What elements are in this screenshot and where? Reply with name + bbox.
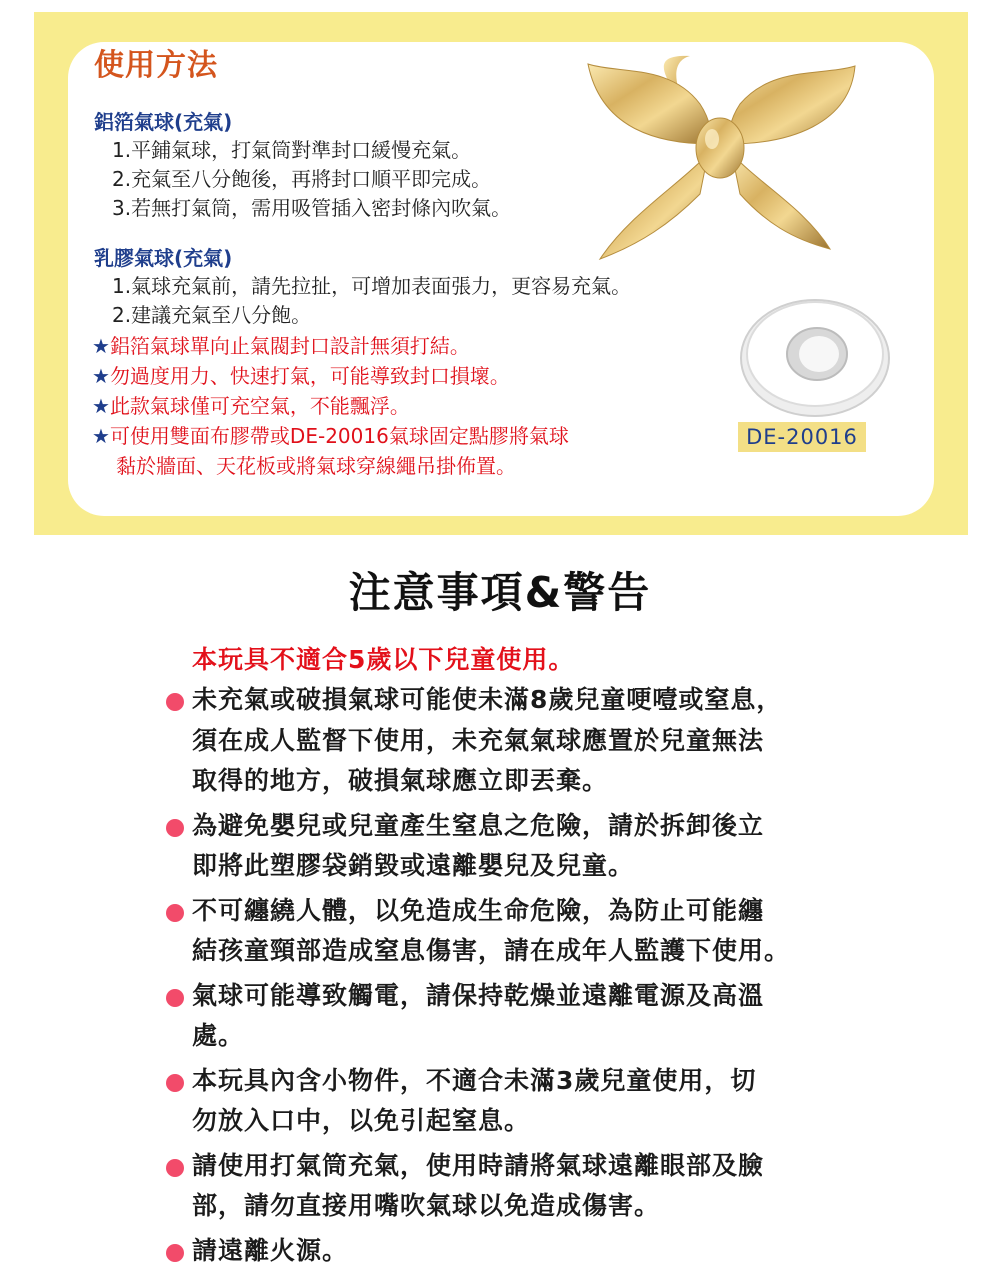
note-item [92,331,569,361]
bullet-dot-icon [166,904,184,922]
foil-steps [112,136,511,223]
warning-item [164,1061,894,1142]
warning-line: 部，請勿直接用嘴吹氣球以免造成傷害。 [192,1191,661,1220]
bullet-dot-icon [166,819,184,837]
age-notice: 本玩具不適合5歲以下兒童使用。 [192,645,575,674]
warning-title: 注意事項&警告 [348,568,652,617]
warning-item [164,1231,894,1272]
bullet-dot-icon [166,1074,184,1092]
warning-line: 結孩童頸部造成窒息傷害，請在成年人監護下使用。 [192,936,791,965]
warning-item [164,976,894,1057]
star-icon: ★ [92,424,110,448]
note-text: 此款氣球僅可充空氣，不能飄浮。 [109,394,410,418]
latex-steps [112,272,631,330]
warning-item [164,891,894,972]
warning-line: 取得的地方，破損氣球應立即丟棄。 [192,766,609,795]
note-text: 勿過度用力、快速打氣，可能導致封口損壞。 [109,364,510,388]
foil-step: 3.若無打氣筒，需用吸管插入密封條內吹氣。 [112,196,512,220]
warning-line: 氣球可能導致觸電，請保持乾燥並遠離電源及高溫 [192,980,765,1010]
glue-dot-tape-image [735,290,895,420]
note-item [92,361,569,391]
note-text: 可使用雙面布膠帶或DE-20016氣球固定點膠將氣球 [109,424,569,448]
note-item [92,391,569,421]
product-code-label: DE-20016 [738,422,866,452]
bullet-dot-icon [166,1244,184,1262]
bullet-dot-icon [166,693,184,711]
note-continuation: 黏於牆面、天花板或將氣球穿線繩吊掛佈置。 [116,454,516,478]
warning-item [164,1146,894,1227]
warning-line: 即將此塑膠袋銷毀或遠離嬰兒及兒童。 [192,851,635,880]
star-icon: ★ [92,334,110,358]
star-icon: ★ [92,394,110,418]
warning-line: 請使用打氣筒充氣，使用時請將氣球遠離眼部及臉 [192,1150,765,1180]
warning-line: 勿放入口中，以免引起窒息。 [192,1106,531,1135]
latex-step: 1.氣球充氣前，請先拉扯，可增加表面張力，更容易充氣。 [112,274,632,298]
bullet-dot-icon [166,1159,184,1177]
foil-step: 1.平鋪氣球，打氣筒對準封口緩慢充氣。 [112,138,472,162]
warning-list [164,680,894,1275]
warning-line: 未充氣或破損氣球可能使未滿8歲兒童哽噎或窒息， [192,685,783,714]
warning-line: 處。 [192,1021,245,1050]
warning-line: 請遠離火源。 [192,1235,349,1265]
foil-step: 2.充氣至八分飽後，再將封口順平即完成。 [112,167,492,191]
note-item [92,421,569,451]
foil-balloon-title: 鋁箔氣球(充氣) [94,110,233,134]
warning-line: 須在成人監督下使用，未充氣氣球應置於兒童無法 [192,725,765,755]
warning-line: 不可纏繞人體，以免造成生命危險，為防止可能纏 [192,895,765,925]
latex-step: 2.建議充氣至八分飽。 [112,303,312,327]
usage-notes [92,331,569,481]
star-icon: ★ [92,364,110,388]
gold-bow-balloon-image [560,44,880,264]
warning-item [164,680,894,802]
usage-title: 使用方法 [94,48,218,83]
warning-item [164,806,894,887]
warning-line: 為避免嬰兒或兒童產生窒息之危險，請於拆卸後立 [192,810,765,840]
note-text: 鋁箔氣球單向止氣閥封口設計無須打結。 [109,334,470,358]
latex-balloon-title: 乳膠氣球(充氣) [94,246,233,270]
bullet-dot-icon [166,989,184,1007]
warning-line: 本玩具內含小物件，不適合未滿3歲兒童使用，切 [192,1065,757,1095]
